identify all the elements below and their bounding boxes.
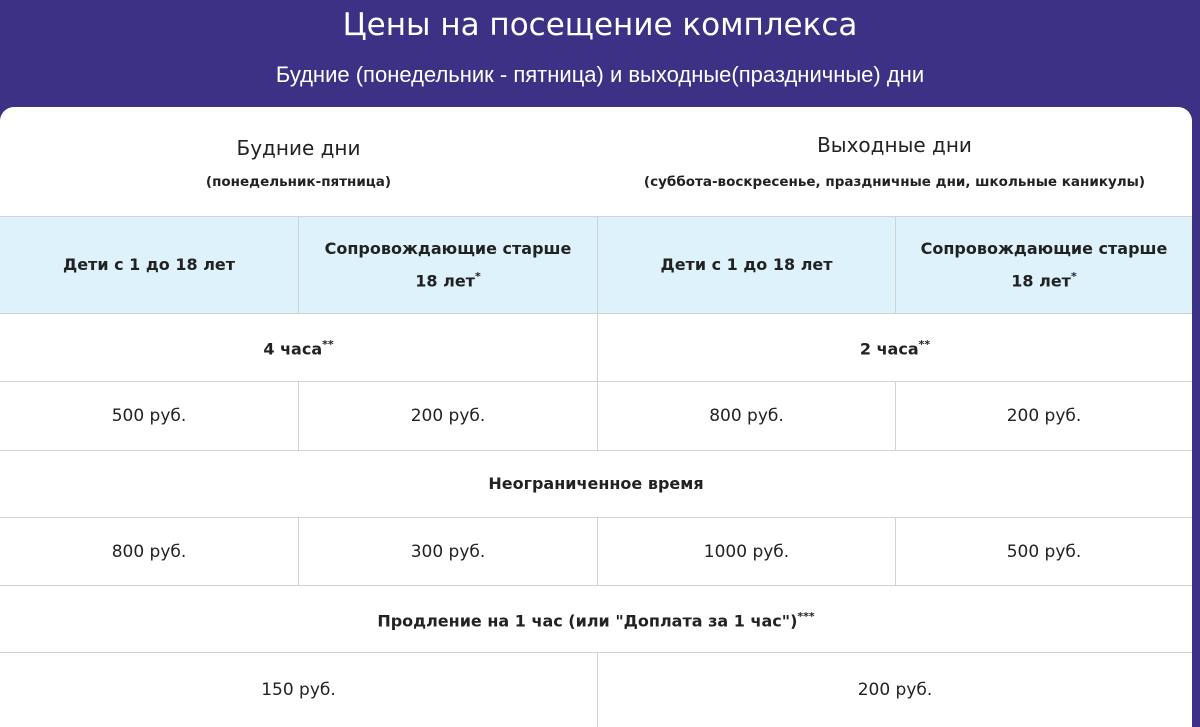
category-label: Сопровождающие старше 18 лет* — [324, 238, 572, 291]
price-cell: 1000 руб. — [597, 518, 895, 585]
extension-label: Продление на 1 час (или "Доплата за 1 час")*** — [377, 609, 815, 631]
price-table — [0, 107, 1192, 727]
page-header — [0, 0, 1200, 120]
weekend-adults-header — [895, 217, 1192, 313]
weekday-adults-header — [298, 217, 597, 313]
weekend-children-header — [597, 217, 895, 313]
price-cell: 800 руб. — [597, 382, 895, 450]
weekend-subtitle: (суббота-воскресенье, праздничные дни, школьные каникулы) — [643, 174, 1146, 190]
weekend-header — [597, 107, 1192, 216]
table-row — [0, 517, 1192, 585]
weekend-title: Выходные дни — [817, 133, 972, 157]
price-cell: 200 руб. — [597, 653, 1192, 727]
category-label: Дети с 1 до 18 лет — [660, 255, 833, 274]
weekday-title: Будние дни — [236, 136, 361, 160]
weekend-duration: 2 часа** — [597, 314, 1192, 381]
page-subtitle: Будние (понедельник - пятница) и выходные(праздничные) дни — [275, 62, 925, 87]
table-row — [0, 381, 1192, 450]
price-cell: 150 руб. — [261, 680, 336, 700]
weekday-duration: 4 часа** — [263, 338, 334, 359]
category-label: Дети с 1 до 18 лет — [62, 255, 236, 274]
price-cell: 500 руб. — [895, 518, 1192, 585]
weekday-children-header — [0, 217, 298, 313]
price-cell: 800 руб. — [111, 541, 187, 562]
table-row — [0, 652, 1192, 727]
unlimited-label: Неограниченное время — [488, 474, 704, 493]
unlimited-row — [0, 450, 1192, 517]
duration-row — [0, 313, 1192, 381]
category-row — [0, 216, 1192, 313]
weekday-subtitle: (понедельник-пятница) — [205, 174, 392, 190]
price-cell: 200 руб. — [298, 382, 597, 450]
price-cell: 300 руб. — [298, 518, 597, 585]
category-label: Сопровождающие старше 18 лет* — [920, 238, 1168, 291]
price-cell: 500 руб. — [111, 406, 187, 426]
extension-row — [0, 585, 1192, 652]
weekday-header — [0, 107, 597, 216]
page-title: Цены на посещение комплекса — [342, 7, 858, 43]
price-cell: 200 руб. — [895, 382, 1192, 450]
